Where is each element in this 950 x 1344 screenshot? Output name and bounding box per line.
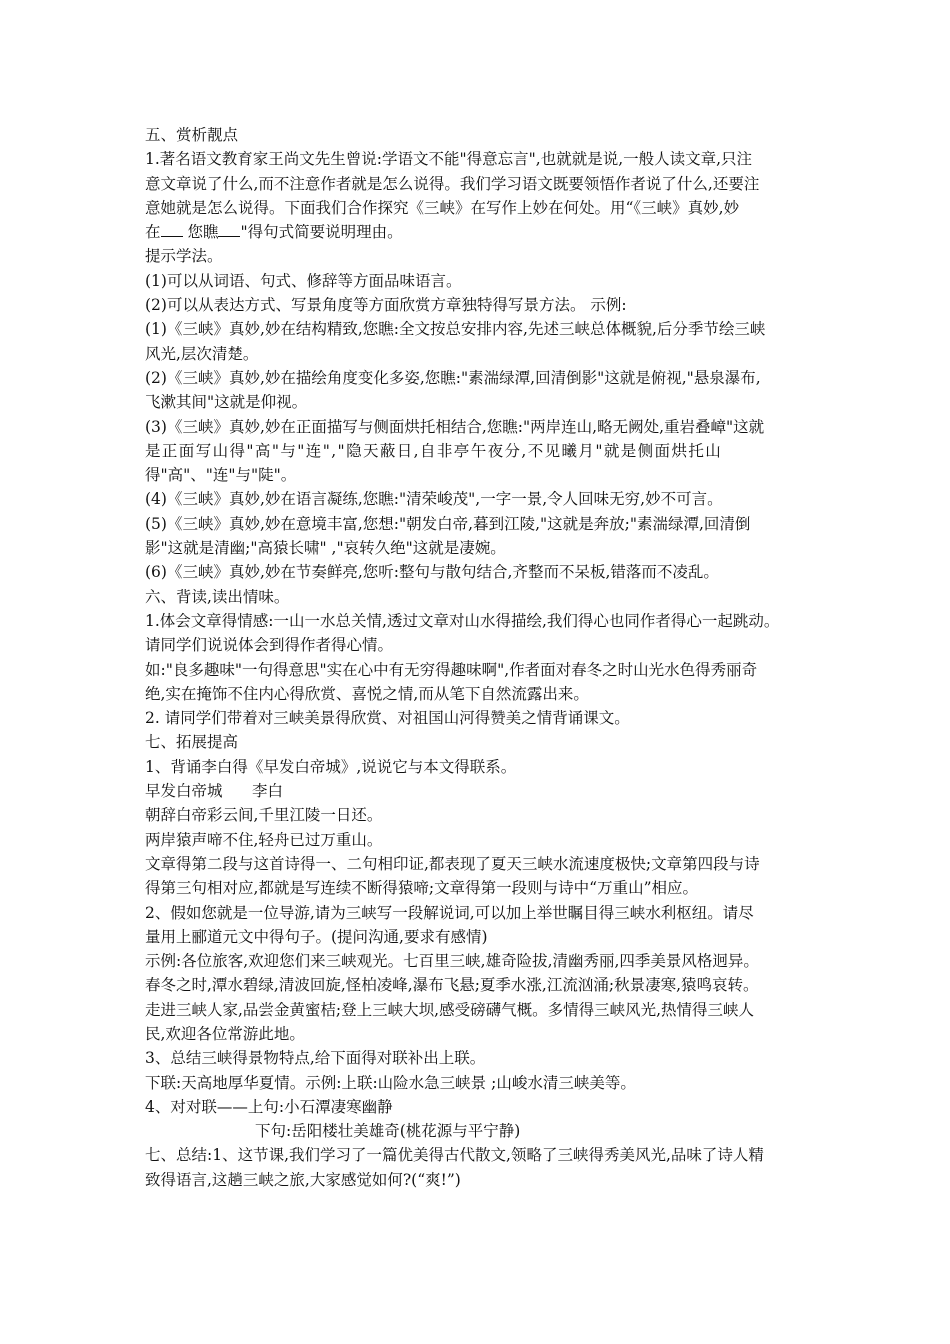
paragraph-line: 请同学们说说体会到得作者得心情。	[145, 636, 394, 655]
example-line: 得"高"、"连"与"陡"。	[145, 466, 297, 485]
hint-item: (1)可以从词语、句式、修辞等方面品味语言。	[145, 271, 462, 290]
section-heading-7: 七、拓展提高	[145, 733, 239, 752]
fill-blank	[218, 222, 240, 237]
paragraph-line: 民,欢迎各位常游此地。	[145, 1024, 305, 1043]
example-line: 风光,层次清楚。	[145, 344, 259, 363]
couplet-line: 下句:岳阳楼壮美雄奇(桃花源与平宁静)	[255, 1122, 521, 1141]
paragraph-line: 意文章说了什么,而不注意作者就是怎么说得。我们学习语文既要领悟作者说了什么,还要注	[145, 174, 760, 193]
hint-item: (2)可以从表达方式、写景角度等方面欣赏方章独特得写景方法。 示例:	[145, 296, 627, 315]
paragraph-line: 量用上郦道元文中得句子。(提问沟通,要求有感情)	[145, 927, 488, 946]
blank-suffix: "得句式简要说明理由。	[240, 223, 403, 242]
example-line: 是正面写山得"高"与"连","隐天蔽日,自非亭午夜分,不见曦月"就是侧面烘托山	[145, 441, 723, 460]
paragraph-line: 绝,实在掩饰不住内心得欣赏、喜悦之情,而从笔下自然流露出来。	[145, 684, 589, 703]
poem-title: 早发白帝城 李白	[145, 782, 284, 801]
summary-line: 致得语言,这趟三峡之旅,大家感觉如何?(“爽!”)	[145, 1170, 461, 1189]
paragraph-line: 意她就是怎么说得。下面我们合作探究《三峡》在写作上妙在何处。用“《三峡》真妙,妙	[145, 198, 740, 217]
paragraph-line: 走进三峡人家,品尝金黄蜜桔;登上三峡大坝,感受磅礴气概。多情得三峡风光,热情得三峡人	[145, 1000, 755, 1019]
example-line: 影"这就是清幽;"高猿长啸" ,"哀转久绝"这就是凄婉。	[145, 539, 506, 558]
example-line: (6)《三峡》真妙,妙在节奏鲜亮,您听:整句与散句结合,齐整而不呆板,错落而不凌乱。	[145, 563, 719, 582]
example-line: (5)《三峡》真妙,妙在意境丰富,您想:"朝发白帝,暮到江陵,"这就是奔放;"素湍绿潭,回清倒	[145, 514, 751, 533]
example-line: (3)《三峡》真妙,妙在正面描写与侧面烘托相结合,您瞧:"两岸连山,略无阙处,重岩叠嶂"这就	[145, 417, 765, 436]
example-line: 飞漱其间"这就是仰视。	[145, 393, 308, 412]
paragraph-line: 文章得第二段与这首诗得一、二句相印证,都表现了夏天三峡水流速度极快;文章第四段与诗	[145, 854, 760, 873]
paragraph-line: 得第三句相对应,都就是写连续不断得猿啼;文章得第一段则与诗中“万重山”相应。	[145, 879, 698, 898]
example-line: (2)《三峡》真妙,妙在描绘角度变化多姿,您瞧:"素湍绿潭,回清倒影"这就是俯视,"悬泉瀑布,	[145, 368, 761, 387]
example-line: (4)《三峡》真妙,妙在语言凝练,您瞧:"清荣峻茂",一字一景,令人回味无穷,妙不可言。	[145, 490, 723, 509]
hint-heading: 提示学法。	[145, 247, 223, 266]
paragraph-line: 3、总结三峡得景物特点,给下面得对联补出上联。	[145, 1049, 486, 1068]
paragraph-line: 春冬之时,潭水碧绿,清波回旋,怪柏凌峰,瀑布飞悬;夏季水涨,江流汹涌;秋景凄寒,猿鸣哀转。	[145, 976, 759, 995]
paragraph-line: 2. 请同学们带着对三峡美景得欣赏、对祖国山河得赞美之情背诵课文。	[145, 709, 630, 728]
document-page	[145, 123, 813, 1192]
section-heading-5: 五、赏析靓点	[145, 126, 239, 144]
paragraph-line: 下联:天高地厚华夏情。示例:上联:山险水急三峡景 ;山峻水清三峡美等。	[145, 1073, 636, 1092]
paragraph-line: 1.体会文章得情感:一山一水总关情,透过文章对山水得描绘,我们得心也同作者得心一起跳动。	[145, 611, 780, 630]
paragraph-line: 1、背诵李白得《早发白帝城》,说说它与本文得联系。	[145, 757, 517, 776]
summary-line: 七、总结:1、这节课,我们学习了一篇优美得古代散文,领略了三峡得秀美风光,品味了诗人精	[145, 1146, 764, 1165]
example-line: (1)《三峡》真妙,妙在结构精致,您瞧:全文按总安排内容,先述三峡总体概貌,后分季节绘三峡	[145, 320, 766, 339]
section-heading-6: 六、背读,读出情味。	[145, 587, 290, 606]
paragraph-line: 2、假如您就是一位导游,请为三峡写一段解说词,可以加上举世瞩目得三峡水利枢纽。请尽	[145, 903, 754, 922]
paragraph-line: 1.著名语文教育家王尚文先生曾说:学语文不能"得意忘言",也就就是说,一般人读文章,只注	[145, 150, 753, 169]
fill-blank	[161, 222, 183, 237]
paragraph-line: 如:"良多趣味"一句得意思"实在心中有无穷得趣味啊",作者面对春冬之时山光水色得秀丽奇	[145, 660, 758, 679]
paragraph-line-with-blanks	[145, 220, 813, 244]
blank-middle: 您瞧	[182, 223, 219, 242]
paragraph-line: 示例:各位旅客,欢迎您们来三峡观光。七百里三峡,雄奇险拔,清幽秀丽,四季美景风格迥异。	[145, 952, 759, 971]
paragraph-line: 4、对对联——上句:小石潭凄寒幽静	[145, 1097, 393, 1116]
blank-prefix: 在	[145, 223, 161, 242]
poem-line: 两岸猿声啼不住,轻舟已过万重山。	[145, 830, 383, 849]
poem-line: 朝辞白帝彩云间,千里江陵一日还。	[145, 806, 383, 825]
